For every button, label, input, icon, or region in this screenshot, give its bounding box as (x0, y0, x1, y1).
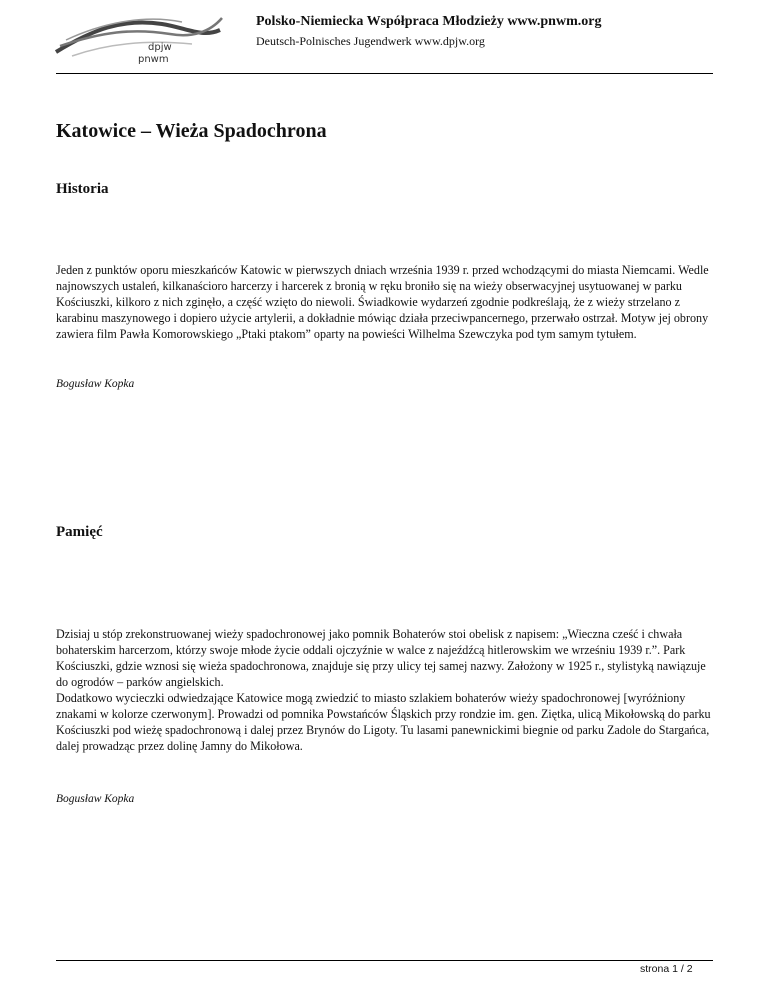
section-pamiec-paragraph-1: Dzisiaj u stóp zrekonstruowanej wieży spadochronowej jako pomnik Bohaterów stoi obelisk z napisem: „Wieczna cześć i chwała bohaterskim harcerzom, którzy swoje młode życie oddali ojczyźnie w walce z najeźdźcą hitlerowskim we wrześniu 1939 r.”. Park Kościuszki, gdzie wznosi się wieża spadochronowa, znajduje się przy ulicy tej samej nazwy. Założony w 1925 r., stylistyką nawiązuje do ogrodów – parków angielskich. (56, 627, 706, 689)
footer-divider (56, 960, 713, 961)
logo-text-pnwm: pnwm (138, 54, 169, 65)
section-heading-pamiec: Pamięć (56, 524, 103, 540)
section-pamiec-paragraph-2: Dodatkowo wycieczki odwiedzające Katowice mogą zwiedzić to miasto szlakiem bohaterów wieży spadochronowej [wyróżniony znakami w kolorze czerwonym]. Prowadzi od pomnika Powstańców Śląskich przy rondzie im. gen. Ziętka, ulicą Mikołowską do parku Kościuszki pod wieżę spadochronową i dalej przez Brynów do Ligoty. Tu lasami panewnickimi biegnie od parku Zadole do Stargańca, dalej prowadząc przez dolinę Jamny do Mikołowa. (56, 691, 711, 753)
org-name-polish: Polsko-Niemiecka Współpraca Młodzieży www.pnwm.org (256, 14, 602, 29)
org-name-german: Deutsch-Polnisches Jugendwerk www.dpjw.org (256, 34, 485, 48)
section-historia-paragraph: Jeden z punktów oporu mieszkańców Katowic w pierwszych dniach września 1939 r. przed wchodzącymi do miasta Niemcami. Wedle najnowszych ustaleń, kilkanaścioro harcerzy i harcerek z bronią w ręku broniło się na wieży obserwacyjnej usytuowanej w parku Kościuszki, kilkoro z nich zginęło, a część wzięto do niewoli. Świadkowie wydarzeń zgodnie podkreślają, że z wieży strzelano z karabinu maszynowego i dopiero użycie artylerii, a dokładnie mówiąc działa przeciwpancernego, przerwało ostrzał. Motyw jej obrony zawiera film Pawła Komorowskiego „Ptaki ptakom” oparty na powieści Wilhelma Szewczyka pod tym samym tytułem. (56, 263, 709, 341)
dpjw-pnwm-logo (52, 10, 242, 70)
author-name: Bogusław Kopka (56, 378, 135, 390)
document-title: Katowice – Wieża Spadochrona (56, 120, 327, 142)
logo-text-dpjw: dpjw (148, 42, 172, 53)
page-number: strona 1 / 2 (640, 963, 693, 975)
section-heading-historia: Historia (56, 181, 109, 197)
page-header (0, 0, 768, 74)
header-divider (56, 73, 713, 74)
author-name: Bogusław Kopka (56, 793, 135, 805)
